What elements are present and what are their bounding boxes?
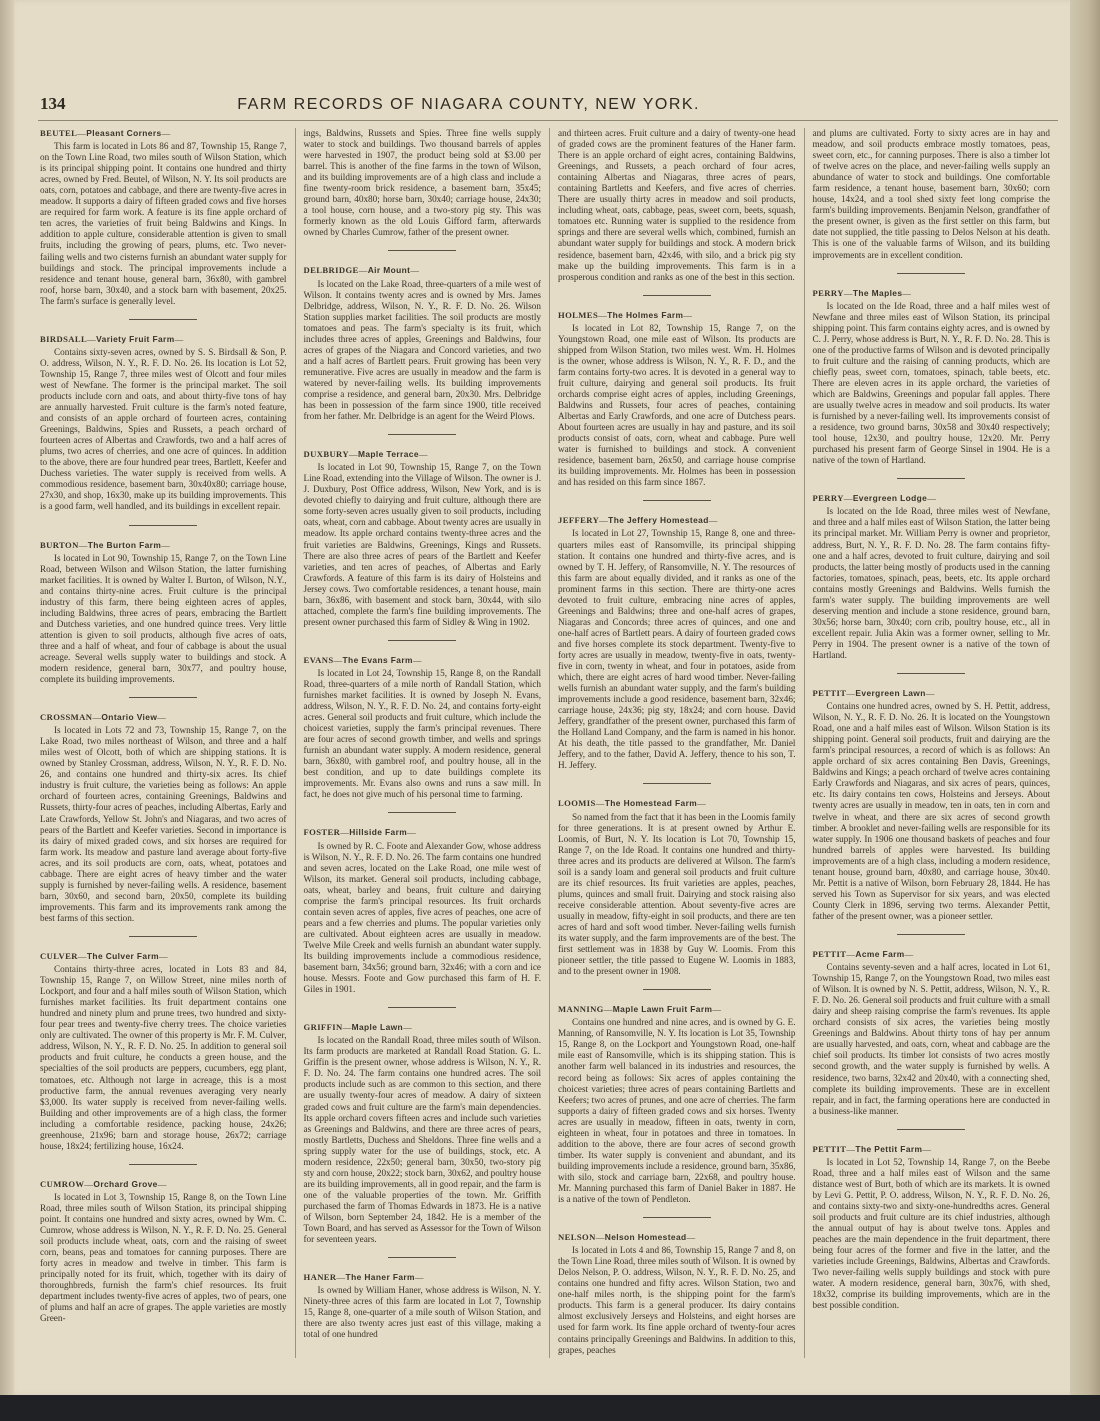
- section-divider: [897, 273, 965, 274]
- entry-body: Is located on the Ide Road, three miles west of Newfane, and three and a half miles east of Wilson Station, the latter being its principal market. Mr. William Perry is owner and proprietor, address, Burt, N. Y., R. F. D. No. 28. The farm contains fifty-one and a half acres, devoted to fruit culture, dairying and soil products, the latter being mostly of products used in the canning factories, tomatoes, spinach, peas, beets, etc. Its apple orchard contains mostly Greenings and Baldwins. Wells furnish the farm's water supply. The building improvements are well deserving mention and include a stone residence, ground barn, 30x56; horse barn, 30x40; corn crib, poultry house, etc., all in excellent repair. Julia Akin was a former owner, selling to Mr. Perry in 1904. The present owner is a native of the town of Hartland.: [812, 506, 1051, 660]
- dash-separator: —: [686, 1232, 696, 1243]
- entry-body: ings, Baldwins, Russets and Spies. Three fine wells supply water to stock and buildings. Two thousand barrels of apples were harvested in 1907, the product being sold at $3.00 per barrel. This is another of the fine farms in the town of Wilson, and its building improvements are of a high class and include a fine twenty-room brick residence, a basement barn, 35x45; ground barn, 40x80; horse barn, 30x40; carriage house, 24x30; a tool house, corn house, and a two-story pig sty. This was formerly known as the old Louis Gifford farm, afterwards owned by Charles Cumrow, father of the present owner.: [303, 128, 541, 238]
- owner-surname: DELBRIDGE: [303, 265, 359, 276]
- section-divider: [897, 673, 965, 674]
- dash-separator: —: [418, 449, 428, 460]
- dash-separator: —: [846, 949, 856, 959]
- farm-entry: [558, 1232, 796, 1356]
- entry-body: Contains sixty-seven acres, owned by S. S. Birdsall & Son, P. O. address, Wilson, N. Y., R. F. D. No. 26. Its location is Lot 52, Township 15, Range 7, three miles west of Olcott and four miles west of Newfane. The former is the principal market. The soil products include corn and oats, and about thirty-five tons of hay are annually harvested. Fruit culture is the farm's noted feature, and consists of an apple orchard of fourteen acres, containing Greenings, Baldwins, Spies and Russets, a peach orchard of fourteen acres of Albertas and Crawfords, two and a half acres of plums, two acres of cherries, and one acre of quinces. In addition to the above, there are four hundred pear trees, Bartlett, Keefer and Duchess varieties. The water supply is received from wells. A commodious residence, basement barn, 30x40x80; carriage house, 27x30, and shop, 16x30, make up its building improvements. This is a good farm, well handled, and its buildings in excellent repair.: [40, 346, 287, 512]
- section-divider: [897, 1129, 965, 1130]
- owner-surname: NELSON: [558, 1232, 596, 1243]
- dash-separator: —: [846, 1143, 856, 1154]
- farm-name: Hillside Farm: [349, 827, 408, 838]
- farm-entry: [813, 688, 1051, 922]
- entry-heading: [40, 712, 287, 723]
- farm-entry: [40, 712, 287, 924]
- farm-entry: [40, 540, 287, 686]
- farm-name: Maple Lawn: [351, 1022, 404, 1033]
- farm-name: Maple Terrace: [357, 449, 419, 460]
- entry-continuation: [304, 128, 542, 238]
- farm-entry: [558, 798, 796, 977]
- farm-entry: [813, 949, 1051, 1117]
- farm-entry: [304, 265, 542, 422]
- column-1: [40, 128, 295, 1358]
- entry-body: Is located in Lot 52, Township 14, Range 7, on the Beebe Road, three and a half miles east of Wilson and the same distance west of Burt, both of which are its markets. It is owned by Levi G. Pettit, P. O. address, Wilson, N. Y., R. F. D. No. 26, and contains sixty-two and sixty-one-hundredths acres. General soil products and fruit culture are its chief industries, although the annual output of hay is about twelve tons. Apples and peaches are the main dependence in the fruit department, there being four acres of the former and five in the latter, and the varieties include Greenings, Baldwins, Albertas and Crawfords. Two never-failing wells supply buildings and stock with pure water. A modern residence, general barn, 30x76, with shed, 18x32, comprise its building improvements, which are in the best possible condition.: [812, 1156, 1050, 1311]
- farm-entry: [304, 1022, 542, 1245]
- farm-entry: [558, 310, 796, 489]
- farm-name: Orchard Grove: [93, 1178, 158, 1189]
- entry-heading: [304, 1022, 542, 1033]
- entry-body: Contains one hundred acres, owned by S. H. Pettit, address, Wilson, N. Y., R. F. D. No. 26. It is located on the Youngstown Road, one and a half miles east of Wilson. Wilson Station is its shipping point. General soil products, fruit and dairying are the farm's principal resources, a record of which is as follows: An apple orchard of six acres containing Ben Davis, Greenings, Baldwins and Kings; a peach orchard of twelve acres containing Early Crawfords and Niagaras, and six acres of pears, quinces, etc. Its dairy contains ten cows, Holsteins and Jerseys. About twenty acres are usually in meadow, ten in oats, ten in corn and twelve in wheat, and there are six acres of second growth timber. A brooklet and never-failing wells are responsible for its water supply. In 1906 one thousand baskets of peaches and four hundred barrels of apples were harvested. Its building improvements are of a high class, including a modern residence, tenant house, ground barn, 40x80, and carriage house, 30x40. Mr. Pettit is a native of Wilson, born February 28, 1844. He has served his Town as Supervisor for six years, and was elected County Clerk in 1896, serving two terms. Alexander Pettit, father of the present owner, was a pioneer settler.: [812, 701, 1050, 921]
- dash-separator: —: [340, 827, 350, 838]
- entry-body: Is located in Lot 3, Township 15, Range 8, on the Town Line Road, three miles south of Wilson Station, its principal shipping point. It contains one hundred and sixty acres, owned by Wm. C. Cumrow, whose address is Wilson, N. Y., R. F. D. No. 25. General soil products include wheat, oats, corn and the raising of sweet corn, beans, peas and tomatoes for canning purposes. There are forty acres in meadow and twelve in timber. This farm is principally noted for its fruit, which, together with its dairy of thoroughbreds, furnish the farm's chief resources. Its fruit department includes twenty-five acres of apples, two of pears, one of plums and half an acre of grapes. The apple varieties are mostly Green-: [40, 1191, 287, 1324]
- section-divider: [388, 1007, 456, 1008]
- section-divider: [643, 1217, 711, 1218]
- entry-heading: [304, 827, 542, 838]
- entry-heading: [813, 493, 1051, 504]
- dash-separator: —: [161, 128, 171, 138]
- farm-name: Variety Fruit Farm: [96, 333, 175, 344]
- entry-heading: [813, 288, 1051, 299]
- farm-name: Pleasant Corners: [86, 128, 162, 138]
- entry-body: Is located in Lot 90, Township 15, Range 7, on the Town Line Road, between Wilson and Wilson Station, the latter furnishing market facilities. It is owned by Walter I. Burton, of Wilson, N.Y., and contains thirty-nine acres. Fruit culture is the principal industry of this farm, there being eighteen acres of apples, including Baldwins, three acres of pears, embracing the Bartlett and Dutchess varieties, and one hundred quince trees. Very little attention is given to soil products, although five acres of oats, three and a half of wheat, and four of cabbage is about the usual acreage. Several wells supply water to buildings and stock. A modern residence, general barn, 30x77, and poultry house, complete its building improvements.: [40, 552, 287, 685]
- owner-surname: PERRY: [812, 493, 844, 504]
- header-rule: [38, 120, 1058, 121]
- farm-name: The Holmes Farm: [607, 309, 684, 320]
- entry-body: Is located in Lots 4 and 86, Township 15, Range 7 and 8, on the Town Line Road, three miles south of Wilson. It is owned by Delos Nelson, P. O. address, Wilson, N. Y., R. F. D. No. 25, and contains one hundred and fifty acres. Wilson Station, two and one-half miles north, is the shipping point for the farm's products. This farm is a general producer. Its dairy contains almost exclusively Jerseys and Holsteins, and eight horses are used for farm work. Its fine apple orchard of twenty-four acres contains principally Greenings and Baldwins. In addition to this, grapes, peaches: [558, 1245, 796, 1355]
- farm-name: The Maples: [852, 287, 903, 298]
- page-number: 134: [40, 94, 66, 113]
- farm-name: The Burton Farm: [87, 539, 162, 550]
- owner-surname: MANNING: [558, 1004, 604, 1015]
- entry-heading: [40, 334, 287, 345]
- farm-entry: [813, 1144, 1051, 1312]
- dash-separator: —: [708, 515, 718, 526]
- dash-separator: —: [683, 309, 693, 320]
- section-divider: [129, 319, 197, 320]
- section-divider: [388, 812, 456, 813]
- section-divider: [388, 1257, 456, 1258]
- page-title: FARM RECORDS OF NIAGARA COUNTY, NEW YORK.: [237, 96, 700, 113]
- entry-body: Is owned by William Haner, whose address is Wilson, N. Y. Ninety-three acres of this farm are located in Lot 7, Township 15, Range 8, one-quarter of a mile south of Wilson Station, and there are also twenty acres just east of this village, making a total of one hundred: [303, 1285, 541, 1340]
- entry-heading: [40, 128, 287, 139]
- farm-entry: [813, 493, 1051, 661]
- entry-heading: [40, 951, 287, 962]
- farm-name: The Pettit Farm: [855, 1143, 923, 1154]
- dash-separator: —: [84, 1178, 94, 1189]
- dash-separator: —: [157, 712, 167, 723]
- dash-separator: —: [157, 1178, 167, 1189]
- dash-separator: —: [697, 798, 707, 809]
- entry-heading: [813, 1144, 1051, 1155]
- section-divider: [897, 934, 965, 935]
- column-4: [804, 128, 1059, 1358]
- owner-surname: HANER: [303, 1272, 337, 1283]
- entry-heading: [813, 688, 1051, 699]
- entry-heading: [304, 265, 542, 276]
- dash-separator: —: [77, 951, 87, 961]
- dash-separator: —: [846, 688, 856, 699]
- farm-name: Maple Lawn Fruit Farm: [612, 1004, 713, 1015]
- farm-entry: [40, 951, 287, 1152]
- section-divider: [129, 936, 197, 937]
- section-divider: [388, 640, 456, 641]
- owner-surname: CULVER: [40, 951, 78, 961]
- owner-surname: LOOMIS: [558, 798, 596, 809]
- farm-name: Air Mount: [367, 265, 411, 276]
- farm-name: Evergreen Lodge: [852, 493, 928, 504]
- farm-name: The Culver Farm: [86, 951, 159, 961]
- owner-surname: HOLMES: [558, 309, 599, 320]
- entry-body: Is located in Lot 24, Township 15, Range 8, on the Randall Road, three-quarters of a mile north of Randall Station, which furnishes market facilities. It is owned by Joseph N. Evans, address, Wilson, N. Y., R. F. D. No. 24, and contains forty-eight acres. General soil products and fruit culture, which include the choicest varieties, supply the farm's principal revenues. There are four acres of second growth timber, and wells and springs furnish an abundant water supply. A modern residence, general barn, 36x80, with gambrel roof, and poultry house, all in the best condition, and up to date buildings complete its improvements. Mr. Evans also owns and runs a saw mill. In fact, he does not give much of his personal time to farming.: [303, 667, 541, 800]
- entry-heading: [558, 310, 796, 321]
- column-2: [295, 128, 550, 1358]
- entry-heading: [558, 1004, 796, 1015]
- owner-surname: CUMROW: [40, 1178, 85, 1189]
- column-3: [549, 128, 804, 1358]
- dash-separator: —: [843, 287, 853, 298]
- dash-separator: —: [407, 827, 417, 838]
- entry-body: Is owned by R. C. Foote and Alexander Gow, whose address is Wilson, N. Y., R. F. D. No. 26. The farm contains one hundred and seven acres, located on the Lake Road, one mile west of Wilson, its market. General soil products, including cabbage, oats, wheat, barley and beans, fruit culture and dairying comprise the farm's principal resources. Its fruit orchards contain seven acres of apples, five acres of peaches, one acre of pears and a few cherries and plums. The popular varieties only are cultivated. About eighteen acres are usually in meadow. Twelve Mile Creek and wells furnish an abundant water supply. Its building improvements include a commodious residence, basement barn, 34x56; ground barn, 32x46; with a corn and ice house. Messrs. Foote and Gow purchased this farm of H. F. Giles in 1901.: [303, 840, 541, 995]
- dash-separator: —: [403, 1022, 413, 1033]
- farm-entry: [40, 1179, 287, 1325]
- farm-name: The Haner Farm: [345, 1272, 415, 1283]
- owner-surname: GRIFFIN: [303, 1022, 343, 1033]
- farm-entry: [813, 288, 1051, 467]
- farm-entry: [304, 655, 542, 801]
- farm-name: Ontario View: [101, 712, 158, 723]
- section-divider: [643, 500, 711, 501]
- farm-name: The Homestead Farm: [604, 798, 698, 809]
- section-divider: [897, 478, 965, 479]
- entry-body: Contains seventy-seven and a half acres, located in Lot 61, Township 15, Range 7, on the Youngstown Road, two miles east of Wilson. It is owned by N. S. Pettit, address, Wilson, N. Y., R. F. D. No. 26. General soil products and fruit culture with a small dairy and sheep raising comprise the farm's revenues. Its apple orchard consists of six acres, the varieties being mostly Greenings and Baldwins. About thirty tons of hay per annum are usually harvested, and oats, corn, wheat and cabbage are the chief soil products. Its timber lot consists of two acres mostly second growth, and the water supply is furnished by wells. A residence, two barns, 32x42 and 20x40, with a connecting shed, complete its building improvements. These are in excellent repair, and in fact, the farming operations here are conducted in a business-like manner.: [812, 962, 1050, 1116]
- owner-surname: EVANS: [303, 654, 334, 665]
- dash-separator: —: [712, 1004, 722, 1015]
- entry-heading: [40, 540, 287, 551]
- entry-heading: [304, 655, 542, 666]
- section-divider: [129, 525, 197, 526]
- owner-surname: PETTIT: [812, 1143, 847, 1154]
- dash-separator: —: [410, 265, 420, 276]
- dash-separator: —: [348, 449, 358, 460]
- dash-separator: —: [336, 1272, 346, 1283]
- dash-separator: —: [333, 654, 343, 665]
- farm-entry: [558, 515, 796, 771]
- entry-heading: [558, 515, 796, 526]
- entry-body: Is located in Lot 27, Township 15, Range 8, one and three-quarters miles east of Ransomville, its principal shipping station. It contains one hundred and thirty-five acres, and is owned by T. H. Jeffery, of Ransomville, N. Y. The resources of this farm are about equally divided, and it ranks as one of the prominent farms in this section. There are thirty-one acres devoted to fruit culture, embracing nine acres of apples, Greenings and Baldwins; three and one-half acres of grapes, Niagaras and Concords; three acres of quinces, and one and one-half acres of Bartlett pears. A dairy of fourteen graded cows and five horses complete its stock department. Twenty-five to forty acres are usually in meadow, twenty-five in oats, twenty-five in corn, twenty in wheat, and four in potatoes, aside from which, there are eight acres of hard wood timber. Never-failing wells furnish an abundant water supply, and the farm's building improvements include a good residence, basement barn, 32x46; carriage house, 24x36; pig sty, 18x24; and corn house. David Jeffery, grandfather of the present owner, purchased this farm of the Holland Land Company, and the farm is named in his honor. At his death, the title passed to the grandfather, Mr. Daniel Jeffery, and to the father, David A. Jeffery, thence to his son, T. H. Jeffery.: [558, 528, 796, 771]
- dash-separator: —: [904, 949, 914, 959]
- section-divider: [388, 250, 456, 251]
- owner-surname: PERRY: [812, 287, 844, 298]
- dash-separator: —: [595, 1232, 605, 1243]
- dash-separator: —: [342, 1022, 352, 1033]
- entry-body: Is located on the Ide Road, three and a half miles west of Newfane and three miles east of Wilson Station, its principal shipping point. This farm contains eighty acres, and is owned by C. J. Perry, whose address is Burt, N. Y., R. F. D. No. 28. This is one of the productive farms of Wilson and is devoted principally to fruit culture and the raising of canning products, which are chiefly peas, sweet corn, tomatoes, spinach, table beets, etc. There are eleven acres in its apple orchard, the varieties of which are Baldwins, Greenings and popular fall apples. There are usually twelve acres in meadow and soil products. Its water is furnished by a never-failing well. Its improvements consist of a residence, two ground barns, 30x58 and 30x40 respectively; tool house, 12x30, and poultry house, 12x20. Mr. Perry purchased his present farm of George Sinsel in 1904. He is a native of the town of Hartland.: [812, 300, 1050, 466]
- dash-separator: —: [87, 333, 97, 344]
- farm-entry: [304, 449, 542, 628]
- dash-separator: —: [902, 287, 912, 298]
- dash-separator: —: [161, 539, 171, 550]
- owner-surname: BEUTEL: [40, 128, 78, 138]
- entry-body: So named from the fact that it has been in the Loomis family for three generations. It is at present owned by Arthur E. Loomis, of Burt, N. Y. Its location is Lot 70, Township 15, Range 7, on the Ide Road. It contains one hundred and thirty-three acres and its products are delivered at Wilson. The farm's soil is a sandy loam and general soil products and fruit culture are its chief resources. Its fruit varieties are apples, peaches, plums, quinces and small fruit. Dairying and stock raising also receive considerable attention. About seventy-five acres are usually in meadow, fifty-eight in soil products, and there are ten acres of hard and soft wood timber. Never-failing wells furnish its water supply, and the farm improvements are of the best. The first settlement was in 1838 by Guy W. Loomis. From this pioneer settler, the title passed to Eugene W. Loomis in 1883, and to the present owner in 1908.: [558, 811, 796, 977]
- dash-separator: —: [174, 333, 184, 344]
- running-head: [40, 94, 1055, 114]
- farm-name: Nelson Homestead: [604, 1232, 687, 1243]
- section-divider: [129, 1164, 197, 1165]
- owner-surname: BURTON: [40, 539, 79, 550]
- owner-surname: FOSTER: [303, 827, 341, 838]
- text-columns: [40, 128, 1058, 1358]
- entry-heading: [813, 949, 1051, 960]
- farm-name: Acme Farm: [855, 949, 905, 959]
- dash-separator: —: [78, 539, 88, 550]
- dash-separator: —: [595, 798, 605, 809]
- section-divider: [643, 295, 711, 296]
- farm-entry: [558, 1004, 796, 1205]
- dash-separator: —: [412, 654, 422, 665]
- entry-continuation: [813, 128, 1051, 261]
- dash-separator: —: [77, 128, 87, 138]
- entry-body: This farm is located in Lots 86 and 87, Township 15, Range 7, on the Town Line Road, two miles south of Wilson Station, which is its principal shipping point. It contains one hundred and thirty acres, owned by Fred. Beutel, of Wilson, N. Y. Its soil products are oats, corn, potatoes and cabbage, and there are twenty-five acres in meadow. It supports a dairy of fifteen graded cows and five horses are required for farm work. A feature is its fine apple orchard of ten acres, the varieties of fruit being Baldwins and Kings. In addition to apple culture, considerable attention is given to small fruits, including the growing of pears, plums, etc. Two never-failing wells and two cisterns furnish an abundant water supply for buildings and stock. The principal improvements include a residence and tenant house, general barn, 36x80, with gambrel roof, horse barn, 30x40, and a stock barn with basement, 20x25. The farm's surface is generally level.: [40, 141, 287, 306]
- entry-continuation: [558, 128, 796, 283]
- section-divider: [129, 697, 197, 698]
- entry-body: Is located in Lot 82, Township 15, Range 7, on the Youngstown Road, one mile east of Wilson. Its products are shipped from Wilson Station, two miles west. Wm. H. Holmes is the owner, whose address is Wilson, N. Y., R. F. D., and the farm contains forty-two acres. It is devoted in a general way to fruit culture, dairying and general soil products. Its fruit orchards comprise eight acres of apples, including Greenings, Baldwins and Russets, four acres of peaches, containing Albertas and Early Crawfords, and one acre of Dutchess pears. About fourteen acres are usually in hay and pasture, and its soil products consist of oats, corn, wheat and cabbage. Pure well water is furnished to buildings and stock. A convenient residence, basement barn, 26x50, and carriage house comprise its building improvements. Mr. Holmes has been in possession and has resided on this farm since 1867.: [558, 322, 796, 488]
- farm-entry: [40, 128, 287, 307]
- entry-body: Contains thirty-three acres, located in Lots 83 and 84, Township 15, Range 7, on Willow Street, nine miles north of Lockport, and four and a half miles south of Wilson Station, which furnishes market facilities. Its fruit department contains one hundred and ninety plum and prune trees, two hundred and sixty-four pear trees and twenty-five cherry trees. The choice varieties only are cultivated. The owner of this property is Mr. F. M. Culver, address, Wilson, N. Y., R. F. D. No. 25. In addition to general soil products and fruit culture, he conducts a green house, and the specialties of the soil products are peppers, cucumbers, egg plant, tomatoes, etc. Although not large in acreage, this is a most productive farm, the annual revenues averaging very nearly $3,000. Its water supply is received from never-failing wells. Building and other improvements are of a high class, the former including a comfortable residence, packing house, 24x26; greenhouse, 21x96; barn and storage house, 26x72; carriage house, 18x24; fertilizing house, 16x24.: [40, 964, 287, 1151]
- dash-separator: —: [843, 493, 853, 504]
- entry-body: and thirteen acres. Fruit culture and a dairy of twenty-one head of graded cows are the prominent features of the Haner farm. There is an apple orchard of eight acres, containing Baldwins, Greenings, and Russets, a peach orchard of four acres, containing Albertas and Niagaras, three acres of pears, containing Bartletts and Keefers, and five acres of cherries. There are usually thirty acres in meadow and soil products, including wheat, oats, cabbage, peas, sweet corn, beets, squash, tomatoes etc. Running water is supplied to the residence from springs and there are several wells which, combined, furnish an abundant water supply for buildings and stock. A modern brick residence, basement barn, 42x46, with silo, and a brick pig sty make up the building improvements. This farm is in a prosperous condition and ranks as one of the best in this section.: [558, 128, 796, 282]
- entry-body: and plums are cultivated. Forty to sixty acres are in hay and meadow, and soil products embrace mostly tomatoes, peas, sweet corn, etc., for canning purposes. There is also a timber lot of twelve acres on the place, and never-failing wells supply an abundance of water to stock and buildings. One comfortable farm residence, a tenant house, basement barn, 30x60; corn house, 14x24, and a tool shed sixty feet long comprise the farm's building improvements. Benjamin Nelson, grandfather of the present owner, is given as the first settler on this farm, but date not supplied, the title passing to Delos Nelson at his death. This is one of the valuable farms of Wilson, and its building improvements are in excellent condition.: [812, 128, 1050, 260]
- dash-separator: —: [925, 688, 935, 699]
- entry-body: Contains one hundred and nine acres, and is owned by G. E. Manning, of Ransomville, N. Y. Its location is Lot 35, Township 15, Range 8, on the Lockport and Youngstown Road, one-half mile east of Ransomville, which is its shipping station. This is another farm well balanced in its industries and resources, the record being as follows: Six acres of apples containing the choicest varieties; three acres of pears containing Bartletts and Keefers; two acres of prunes, and one acre of cherries. The farm supports a dairy of fifteen graded cows and six horses. Twenty acres are usually in meadow, fifteen in oats, twenty in corn, eighteen in wheat, four in potatoes and three in tomatoes. In addition to the above, there are four acres of second growth timber. Its water supply is convenient and abundant, and its building improvements include a residence, ground barn, 35x86, with silo, stock and carriage barn, 22x68, and poultry house. Mr. Manning purchased this farm of Daniel Baker in 1887. He is a native of the town of Pendleton.: [558, 1017, 796, 1205]
- owner-surname: PETTIT: [812, 949, 847, 959]
- farm-entry: [304, 827, 542, 995]
- owner-surname: DUXBURY: [303, 449, 349, 460]
- dash-separator: —: [358, 265, 368, 276]
- section-divider: [388, 434, 456, 435]
- dash-separator: —: [598, 309, 608, 320]
- owner-surname: JEFFERY: [558, 515, 600, 526]
- dash-separator: —: [159, 951, 168, 961]
- entry-body: Is located in Lots 72 and 73, Township 15, Range 7, on the Lake Road, two miles northeast of Wilson, and three and a half miles west of Olcott, both of which are shipping stations. It is owned by Stanley Crossman, address, Wilson, N. Y., R. F. D. No. 26, and contains one hundred and thirty-six acres. Its chief industry is fruit culture, the varieties being as follows: An apple orchard of fourteen acres, containing Greenings, Baldwins and Russets, thirty-four acres of peaches, including Albertas, Early and Late Crawfords, Yellow St. John's and Niagaras, and two acres of pears of the Bartlett and Keefer varieties. Second in importance is its dairy of mixed graded cows, and six horses are required for farm work. Its meadow and pasture land average about forty-five acres, and its soil products are corn, oats, wheat, potatoes and cabbage. There are eight acres of heavy timber and the water supply is furnished by never-failing wells. A residence, basement barn, 30x60, and second barn, 20x50, complete its building improvements. This farm and its improvements rank among the best farms of this section.: [40, 725, 287, 923]
- dash-separator: —: [603, 1004, 613, 1015]
- dash-separator: —: [92, 712, 102, 723]
- owner-surname: CROSSMAN: [40, 712, 93, 723]
- entry-body: Is located on the Randall Road, three miles south of Wilson. Its farm products are marketed at Randall Road Station. G. L. Griffin is the present owner, whose address is Wilson, N. Y., R. F. D. No. 24. The farm contains one hundred acres. The soil products include such as are common to this section, and there are usually twenty-four acres of meadow. A dairy of sixteen graded cows and fruit culture are the farm's main dependencies. Its apple orchard covers fifteen acres and include such varieties as Greenings and Baldwins, and there are three acres of pears, mostly Bartletts, Duchess and Sheldons. Three fine wells and a spring supply water for the use of buildings, stock, etc. A modern residence, 22x50; general barn, 30x50, two-story pig sty and corn house, 20x22; stock barn, 30x62, and poultry house are its building improvements, all in good repair, and the farm is one of the valuable properties of the town. Mr. Griffith purchased the farm of Thomas Edwards in 1873. He is a native of Wilson, born September 24, 1842. He is a member of the Town Board, and has served as Assessor for the Town of Wilson for seventeen years.: [303, 1035, 541, 1245]
- section-divider: [643, 783, 711, 784]
- entry-heading: [558, 1232, 796, 1243]
- dash-separator: —: [922, 1143, 932, 1154]
- entry-heading: [304, 1272, 542, 1283]
- dash-separator: —: [414, 1272, 424, 1283]
- entry-heading: [40, 1179, 287, 1190]
- entry-heading: [558, 798, 796, 809]
- farm-name: Evergreen Lawn: [855, 688, 926, 699]
- farm-name: The Jeffery Homestead: [608, 515, 709, 526]
- entry-heading: [304, 449, 542, 460]
- farm-entry: [40, 334, 287, 513]
- owner-surname: BIRDSALL: [40, 333, 88, 344]
- entry-body: Is located in Lot 90, Township 15, Range 7, on the Town Line Road, extending into the Village of Wilson. The owner is J. J. Duxbury, Post Office address, Wilson, New York, and is is devoted chiefly to dairying and fruit culture, although there are some forty-seven acres usually given to soil products, including oats, wheat, corn and cabbage. About twenty acres are usually in meadow. Its apple orchard contains twenty-three acres and the fruit varieties are Baldwins, Greenings, Kings and Russets. There are also three acres of pears of the Bartlett and Keefer varieties, and ten acres of peaches, of Albertas and Early Crawfords. A feature of this farm is its dairy of Holsteins and Jersey cows. Two comfortable residences, a tenant house, main barn, 36x86, with basement and stock barn, 30x44, with silo attached, complete the farm's fine building improvements. The present owner purchased this farm of Sidley & Wing in 1902.: [303, 462, 542, 627]
- farm-name: The Evans Farm: [342, 654, 413, 665]
- dash-separator: —: [927, 493, 937, 504]
- owner-surname: PETTIT: [812, 688, 847, 699]
- farm-entry: [304, 1272, 542, 1340]
- dash-separator: —: [599, 515, 609, 526]
- section-divider: [643, 989, 711, 990]
- entry-body: Is located on the Lake Road, three-quarters of a mile west of Wilson. It contains twenty acres and is owned by Mrs. James Delbridge, address, Wilson, N. Y., R. F. D. No. 26. Wilson Station supplies market facilities. The soil products are mostly tomatoes and peas. The farm's specialty is its fruit, which includes three acres of apples, Greenings and Baldwins, four acres of grapes of the Niagara and Concord varieties, and two and a half acres of Bartlett pears. Fruit growing has been very remunerative. Five acres are usually in meadow and the farm is watered by never-failing wells. Its building improvements comprise a residence, and general barn, 20x30. Mrs. Delbridge has been in possession of the farm since 1900, title received from her father. Mr. Delbridge is an agent for the Weird Plows.: [303, 278, 541, 422]
